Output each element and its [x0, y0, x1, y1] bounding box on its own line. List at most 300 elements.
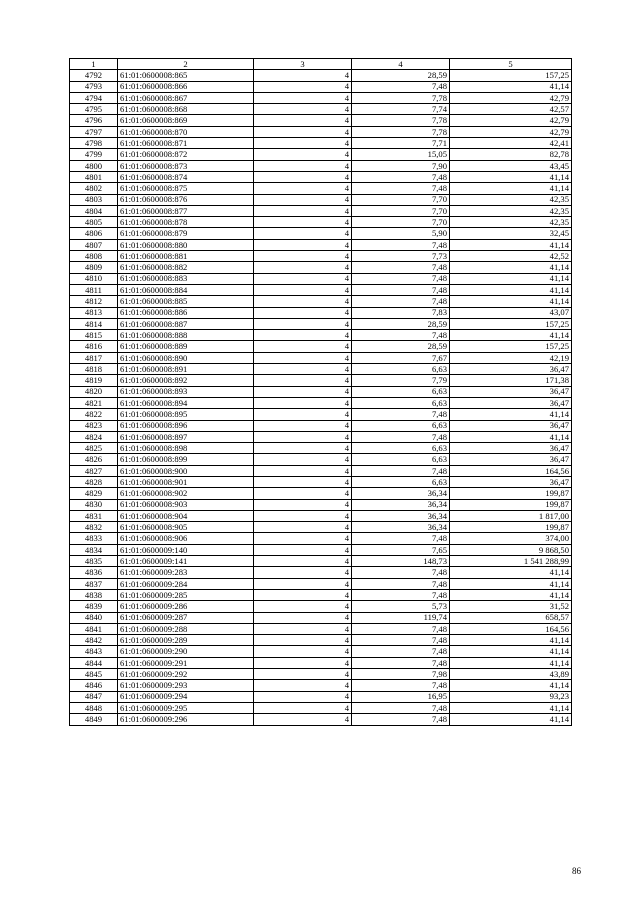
code-cell: 4	[254, 149, 352, 160]
code-cell: 4	[254, 364, 352, 375]
table-row	[70, 239, 572, 250]
table-row	[70, 228, 572, 239]
value-cell: 41,14	[450, 183, 572, 194]
cadastral-number-cell: 61:01:0600008:889	[118, 341, 254, 352]
cadastral-number-cell: 61:01:0600009:296	[118, 714, 254, 725]
code-cell: 4	[254, 578, 352, 589]
row-number-cell: 4817	[70, 352, 118, 363]
cadastral-number-cell: 61:01:0600009:141	[118, 556, 254, 567]
area-cell: 7,48	[352, 171, 450, 182]
code-cell: 4	[254, 138, 352, 149]
code-cell: 4	[254, 273, 352, 284]
cadastral-number-cell: 61:01:0600008:895	[118, 409, 254, 420]
cadastral-number-cell: 61:01:0600008:890	[118, 352, 254, 363]
row-number-cell: 4812	[70, 296, 118, 307]
code-cell: 4	[254, 443, 352, 454]
cadastral-number-cell: 61:01:0600009:290	[118, 646, 254, 657]
value-cell: 41,14	[450, 171, 572, 182]
area-cell: 7,48	[352, 81, 450, 92]
area-cell: 7,48	[352, 533, 450, 544]
table-row	[70, 273, 572, 284]
row-number-cell: 4839	[70, 601, 118, 612]
row-number-cell: 4804	[70, 205, 118, 216]
row-number-cell: 4846	[70, 680, 118, 691]
area-cell: 6,63	[352, 364, 450, 375]
table-row	[70, 126, 572, 137]
cadastral-number-cell: 61:01:0600008:878	[118, 217, 254, 228]
table-row	[70, 702, 572, 713]
cadastral-number-cell: 61:01:0600008:872	[118, 149, 254, 160]
area-cell: 7,48	[352, 578, 450, 589]
cadastral-number-cell: 61:01:0600008:882	[118, 262, 254, 273]
code-cell: 4	[254, 431, 352, 442]
cadastral-number-cell: 61:01:0600009:292	[118, 669, 254, 680]
row-number-cell: 4818	[70, 364, 118, 375]
cadastral-number-cell: 61:01:0600008:898	[118, 443, 254, 454]
value-cell: 42,35	[450, 217, 572, 228]
area-cell: 6,63	[352, 420, 450, 431]
value-cell: 199,87	[450, 488, 572, 499]
table-row	[70, 352, 572, 363]
row-number-cell: 4849	[70, 714, 118, 725]
row-number-cell: 4821	[70, 397, 118, 408]
area-cell: 7,70	[352, 205, 450, 216]
row-number-cell: 4807	[70, 239, 118, 250]
table-row	[70, 92, 572, 103]
value-cell: 157,25	[450, 318, 572, 329]
code-cell: 4	[254, 646, 352, 657]
row-number-cell: 4801	[70, 171, 118, 182]
code-cell: 4	[254, 556, 352, 567]
column-header-1: 1	[70, 59, 118, 70]
table-row	[70, 680, 572, 691]
cadastral-number-cell: 61:01:0600008:894	[118, 397, 254, 408]
area-cell: 7,48	[352, 330, 450, 341]
area-cell: 7,48	[352, 635, 450, 646]
code-cell: 4	[254, 262, 352, 273]
row-number-cell: 4814	[70, 318, 118, 329]
value-cell: 199,87	[450, 522, 572, 533]
code-cell: 4	[254, 397, 352, 408]
row-number-cell: 4809	[70, 262, 118, 273]
area-cell: 7,67	[352, 352, 450, 363]
row-number-cell: 4823	[70, 420, 118, 431]
area-cell: 7,98	[352, 669, 450, 680]
area-cell: 7,78	[352, 92, 450, 103]
cadastral-number-cell: 61:01:0600009:295	[118, 702, 254, 713]
cadastral-number-cell: 61:01:0600008:865	[118, 70, 254, 81]
value-cell: 36,47	[450, 454, 572, 465]
cadastral-number-cell: 61:01:0600008:893	[118, 386, 254, 397]
value-cell: 36,47	[450, 443, 572, 454]
table-row	[70, 431, 572, 442]
area-cell: 7,48	[352, 623, 450, 634]
cadastral-number-cell: 61:01:0600008:906	[118, 533, 254, 544]
area-cell: 7,48	[352, 465, 450, 476]
page-number: 86	[572, 866, 581, 876]
code-cell: 4	[254, 341, 352, 352]
cadastral-number-cell: 61:01:0600008:892	[118, 375, 254, 386]
table-row	[70, 397, 572, 408]
cadastral-number-cell: 61:01:0600008:885	[118, 296, 254, 307]
cadastral-number-cell: 61:01:0600008:899	[118, 454, 254, 465]
row-number-cell: 4796	[70, 115, 118, 126]
row-number-cell: 4802	[70, 183, 118, 194]
area-cell: 7,90	[352, 160, 450, 171]
row-number-cell: 4806	[70, 228, 118, 239]
code-cell: 4	[254, 183, 352, 194]
table-row	[70, 601, 572, 612]
table-row	[70, 205, 572, 216]
table-row	[70, 160, 572, 171]
cadastral-number-cell: 61:01:0600008:905	[118, 522, 254, 533]
cadastral-number-cell: 61:01:0600009:283	[118, 567, 254, 578]
value-cell: 41,14	[450, 296, 572, 307]
table-row	[70, 115, 572, 126]
value-cell: 41,14	[450, 330, 572, 341]
cadastral-number-cell: 61:01:0600009:294	[118, 691, 254, 702]
code-cell: 4	[254, 194, 352, 205]
code-cell: 4	[254, 657, 352, 668]
row-number-cell: 4799	[70, 149, 118, 160]
area-cell: 36,34	[352, 488, 450, 499]
value-cell: 41,14	[450, 714, 572, 725]
value-cell: 82,78	[450, 149, 572, 160]
code-cell: 4	[254, 420, 352, 431]
value-cell: 36,47	[450, 364, 572, 375]
area-cell: 7,48	[352, 657, 450, 668]
table-row	[70, 635, 572, 646]
row-number-cell: 4808	[70, 251, 118, 262]
cadastral-number-cell: 61:01:0600008:901	[118, 476, 254, 487]
area-cell: 7,48	[352, 262, 450, 273]
row-number-cell: 4837	[70, 578, 118, 589]
table-row	[70, 284, 572, 295]
column-header-3: 3	[254, 59, 352, 70]
area-cell: 7,48	[352, 431, 450, 442]
value-cell: 41,14	[450, 589, 572, 600]
row-number-cell: 4813	[70, 307, 118, 318]
row-number-cell: 4828	[70, 476, 118, 487]
value-cell: 1 817,00	[450, 510, 572, 521]
value-cell: 42,57	[450, 104, 572, 115]
area-cell: 7,65	[352, 544, 450, 555]
value-cell: 42,41	[450, 138, 572, 149]
code-cell: 4	[254, 375, 352, 386]
row-number-cell: 4832	[70, 522, 118, 533]
value-cell: 42,19	[450, 352, 572, 363]
area-cell: 7,48	[352, 239, 450, 250]
value-cell: 157,25	[450, 70, 572, 81]
area-cell: 6,63	[352, 476, 450, 487]
code-cell: 4	[254, 307, 352, 318]
registry-table	[69, 58, 572, 726]
row-number-cell: 4798	[70, 138, 118, 149]
area-cell: 15,05	[352, 149, 450, 160]
area-cell: 6,63	[352, 454, 450, 465]
cadastral-number-cell: 61:01:0600008:900	[118, 465, 254, 476]
table-row	[70, 341, 572, 352]
row-number-cell: 4848	[70, 702, 118, 713]
area-cell: 16,95	[352, 691, 450, 702]
value-cell: 43,45	[450, 160, 572, 171]
code-cell: 4	[254, 476, 352, 487]
table-row	[70, 171, 572, 182]
value-cell: 164,56	[450, 623, 572, 634]
area-cell: 7,48	[352, 296, 450, 307]
code-cell: 4	[254, 115, 352, 126]
area-cell: 7,83	[352, 307, 450, 318]
table-row	[70, 375, 572, 386]
area-cell: 6,63	[352, 443, 450, 454]
cadastral-number-cell: 61:01:0600008:886	[118, 307, 254, 318]
table-row	[70, 488, 572, 499]
code-cell: 4	[254, 691, 352, 702]
code-cell: 4	[254, 296, 352, 307]
value-cell: 42,79	[450, 126, 572, 137]
row-number-cell: 4843	[70, 646, 118, 657]
cadastral-number-cell: 61:01:0600008:871	[118, 138, 254, 149]
cadastral-number-cell: 61:01:0600009:140	[118, 544, 254, 555]
row-number-cell: 4803	[70, 194, 118, 205]
area-cell: 7,71	[352, 138, 450, 149]
cadastral-number-cell: 61:01:0600008:888	[118, 330, 254, 341]
row-number-cell: 4805	[70, 217, 118, 228]
cadastral-number-cell: 61:01:0600008:869	[118, 115, 254, 126]
area-cell: 7,48	[352, 284, 450, 295]
row-number-cell: 4819	[70, 375, 118, 386]
area-cell: 7,48	[352, 714, 450, 725]
column-header-5: 5	[450, 59, 572, 70]
cadastral-number-cell: 61:01:0600009:287	[118, 612, 254, 623]
area-cell: 36,34	[352, 522, 450, 533]
value-cell: 31,52	[450, 601, 572, 612]
value-cell: 41,14	[450, 635, 572, 646]
area-cell: 5,90	[352, 228, 450, 239]
value-cell: 36,47	[450, 397, 572, 408]
area-cell: 7,48	[352, 409, 450, 420]
table-row	[70, 104, 572, 115]
row-number-cell: 4824	[70, 431, 118, 442]
code-cell: 4	[254, 217, 352, 228]
code-cell: 4	[254, 544, 352, 555]
value-cell: 41,14	[450, 431, 572, 442]
cadastral-number-cell: 61:01:0600008:891	[118, 364, 254, 375]
value-cell: 41,14	[450, 273, 572, 284]
code-cell: 4	[254, 239, 352, 250]
code-cell: 4	[254, 533, 352, 544]
code-cell: 4	[254, 612, 352, 623]
cadastral-number-cell: 61:01:0600008:883	[118, 273, 254, 284]
value-cell: 41,14	[450, 409, 572, 420]
code-cell: 4	[254, 680, 352, 691]
area-cell: 7,70	[352, 194, 450, 205]
code-cell: 4	[254, 635, 352, 646]
code-cell: 4	[254, 228, 352, 239]
code-cell: 4	[254, 522, 352, 533]
value-cell: 41,14	[450, 81, 572, 92]
table-row	[70, 318, 572, 329]
value-cell: 157,25	[450, 341, 572, 352]
cadastral-number-cell: 61:01:0600008:876	[118, 194, 254, 205]
value-cell: 41,14	[450, 578, 572, 589]
area-cell: 28,59	[352, 70, 450, 81]
row-number-cell: 4836	[70, 567, 118, 578]
table-row	[70, 262, 572, 273]
code-cell: 4	[254, 623, 352, 634]
area-cell: 7,70	[352, 217, 450, 228]
code-cell: 4	[254, 601, 352, 612]
table-row	[70, 612, 572, 623]
table-row	[70, 194, 572, 205]
row-number-cell: 4830	[70, 499, 118, 510]
table-row	[70, 669, 572, 680]
cadastral-number-cell: 61:01:0600008:896	[118, 420, 254, 431]
row-number-cell: 4845	[70, 669, 118, 680]
cadastral-number-cell: 61:01:0600009:284	[118, 578, 254, 589]
cadastral-number-cell: 61:01:0600008:884	[118, 284, 254, 295]
row-number-cell: 4835	[70, 556, 118, 567]
value-cell: 41,14	[450, 657, 572, 668]
area-cell: 7,48	[352, 589, 450, 600]
row-number-cell: 4829	[70, 488, 118, 499]
area-cell: 6,63	[352, 386, 450, 397]
row-number-cell: 4833	[70, 533, 118, 544]
table-row	[70, 454, 572, 465]
code-cell: 4	[254, 386, 352, 397]
area-cell: 7,48	[352, 646, 450, 657]
column-header-4: 4	[352, 59, 450, 70]
cadastral-number-cell: 61:01:0600008:866	[118, 81, 254, 92]
code-cell: 4	[254, 510, 352, 521]
row-number-cell: 4844	[70, 657, 118, 668]
row-number-cell: 4810	[70, 273, 118, 284]
row-number-cell: 4831	[70, 510, 118, 521]
area-cell: 119,74	[352, 612, 450, 623]
value-cell: 43,07	[450, 307, 572, 318]
cadastral-number-cell: 61:01:0600008:870	[118, 126, 254, 137]
table-row	[70, 138, 572, 149]
table-header	[70, 59, 572, 70]
code-cell: 4	[254, 702, 352, 713]
area-cell: 7,79	[352, 375, 450, 386]
cadastral-number-cell: 61:01:0600009:289	[118, 635, 254, 646]
value-cell: 199,87	[450, 499, 572, 510]
row-number-cell: 4811	[70, 284, 118, 295]
code-cell: 4	[254, 171, 352, 182]
table-row	[70, 646, 572, 657]
value-cell: 32,45	[450, 228, 572, 239]
cadastral-number-cell: 61:01:0600008:867	[118, 92, 254, 103]
row-number-cell: 4820	[70, 386, 118, 397]
row-number-cell: 4795	[70, 104, 118, 115]
value-cell: 42,79	[450, 115, 572, 126]
row-number-cell: 4826	[70, 454, 118, 465]
table-row	[70, 149, 572, 160]
code-cell: 4	[254, 92, 352, 103]
row-number-cell: 4794	[70, 92, 118, 103]
table-row	[70, 330, 572, 341]
table-row	[70, 307, 572, 318]
code-cell: 4	[254, 81, 352, 92]
value-cell: 374,00	[450, 533, 572, 544]
column-header-2: 2	[118, 59, 254, 70]
table-row	[70, 657, 572, 668]
row-number-cell: 4838	[70, 589, 118, 600]
table-row	[70, 556, 572, 567]
table-row	[70, 183, 572, 194]
code-cell: 4	[254, 567, 352, 578]
table-row	[70, 499, 572, 510]
cadastral-number-cell: 61:01:0600009:286	[118, 601, 254, 612]
table-row	[70, 364, 572, 375]
table-row	[70, 251, 572, 262]
value-cell: 93,23	[450, 691, 572, 702]
table-row	[70, 420, 572, 431]
table-row	[70, 81, 572, 92]
row-number-cell: 4797	[70, 126, 118, 137]
row-number-cell: 4827	[70, 465, 118, 476]
area-cell: 7,48	[352, 702, 450, 713]
table-row	[70, 476, 572, 487]
cadastral-number-cell: 61:01:0600009:285	[118, 589, 254, 600]
row-number-cell: 4822	[70, 409, 118, 420]
value-cell: 43,89	[450, 669, 572, 680]
area-cell: 148,73	[352, 556, 450, 567]
value-cell: 36,47	[450, 386, 572, 397]
area-cell: 7,78	[352, 115, 450, 126]
header-row	[70, 59, 572, 70]
code-cell: 4	[254, 126, 352, 137]
row-number-cell: 4792	[70, 70, 118, 81]
table-row	[70, 296, 572, 307]
cadastral-number-cell: 61:01:0600008:868	[118, 104, 254, 115]
cadastral-number-cell: 61:01:0600009:293	[118, 680, 254, 691]
code-cell: 4	[254, 251, 352, 262]
cadastral-number-cell: 61:01:0600008:874	[118, 171, 254, 182]
cadastral-number-cell: 61:01:0600008:903	[118, 499, 254, 510]
area-cell: 5,73	[352, 601, 450, 612]
area-cell: 7,48	[352, 567, 450, 578]
table-row	[70, 465, 572, 476]
row-number-cell: 4841	[70, 623, 118, 634]
area-cell: 7,73	[352, 251, 450, 262]
area-cell: 28,59	[352, 318, 450, 329]
value-cell: 41,14	[450, 284, 572, 295]
row-number-cell: 4847	[70, 691, 118, 702]
table-body	[70, 70, 572, 725]
value-cell: 658,57	[450, 612, 572, 623]
value-cell: 41,14	[450, 239, 572, 250]
cadastral-number-cell: 61:01:0600008:902	[118, 488, 254, 499]
code-cell: 4	[254, 669, 352, 680]
code-cell: 4	[254, 352, 352, 363]
table-row	[70, 589, 572, 600]
code-cell: 4	[254, 409, 352, 420]
row-number-cell: 4840	[70, 612, 118, 623]
code-cell: 4	[254, 205, 352, 216]
table-row	[70, 522, 572, 533]
cadastral-number-cell: 61:01:0600008:879	[118, 228, 254, 239]
cadastral-number-cell: 61:01:0600008:904	[118, 510, 254, 521]
value-cell: 42,52	[450, 251, 572, 262]
area-cell: 6,63	[352, 397, 450, 408]
table-row	[70, 510, 572, 521]
cadastral-number-cell: 61:01:0600008:880	[118, 239, 254, 250]
table-row	[70, 544, 572, 555]
table-row	[70, 533, 572, 544]
code-cell: 4	[254, 499, 352, 510]
